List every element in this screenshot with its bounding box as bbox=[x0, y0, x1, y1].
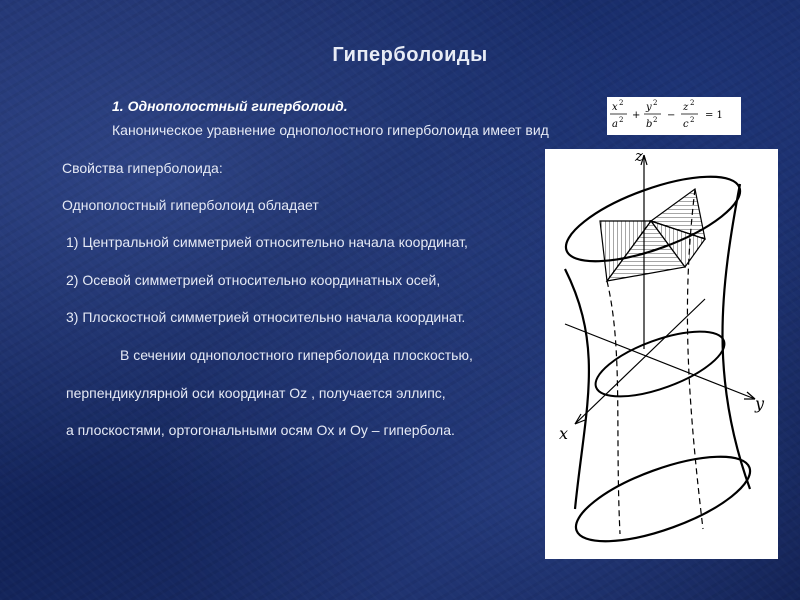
throat-ellipse bbox=[588, 318, 732, 410]
eq-c-exp: 2 bbox=[690, 116, 695, 124]
properties-title: Свойства гиперболоида: bbox=[62, 160, 223, 176]
eq-c: c bbox=[683, 119, 689, 130]
section-text-1: В сечении однополостного гиперболоида плоскостью, bbox=[120, 347, 473, 363]
hyperboloid-figure bbox=[545, 149, 778, 559]
y-axis bbox=[565, 324, 755, 399]
eq-z: z bbox=[683, 102, 689, 113]
section-heading: 1. Однополостный гиперболоид. bbox=[112, 98, 348, 114]
eq-a: a bbox=[612, 119, 618, 130]
eq-b: b bbox=[646, 119, 653, 130]
properties-intro: Однополостный гиперболоид обладает bbox=[62, 197, 319, 213]
hyperboloid-drawing bbox=[545, 149, 778, 559]
eq-z-exp: 2 bbox=[690, 99, 695, 107]
canonical-equation bbox=[607, 97, 741, 135]
property-2: 2) Осевой симметрией относительно координатных осей, bbox=[66, 272, 441, 288]
bottom-ellipse bbox=[566, 439, 759, 558]
eq-x: x bbox=[612, 102, 618, 113]
eq-b-exp: 2 bbox=[653, 116, 658, 124]
z-axis-label: z bbox=[635, 149, 643, 165]
slide-title: Гиперболоиды bbox=[332, 44, 488, 66]
eq-y: y bbox=[646, 102, 652, 113]
section-text-3: а плоскостями, ортогональными осям Ox и Oy – гипербола. bbox=[66, 422, 455, 438]
property-3: 3) Плоскостной симметрией относительно начала координат. bbox=[66, 309, 466, 325]
eq-a-exp: 2 bbox=[619, 116, 624, 124]
y-axis-label: y bbox=[755, 394, 765, 413]
eq-equals: = 1 bbox=[705, 110, 723, 121]
eq-plus: + bbox=[632, 110, 641, 121]
x-axis-label: x bbox=[559, 424, 569, 443]
section-text-2: перпендикулярной оси координат Oz , получается эллипс, bbox=[66, 385, 446, 401]
eq-minus: − bbox=[667, 110, 676, 121]
eq-y-exp: 2 bbox=[653, 99, 658, 107]
equation-intro: Каноническое уравнение однополостного гиперболоида имеет вид bbox=[112, 122, 549, 138]
property-1: 1) Центральной симметрией относительно начала координат, bbox=[66, 234, 468, 250]
eq-x-exp: 2 bbox=[619, 99, 624, 107]
x-axis bbox=[575, 299, 705, 424]
equation-graphic bbox=[607, 97, 741, 135]
